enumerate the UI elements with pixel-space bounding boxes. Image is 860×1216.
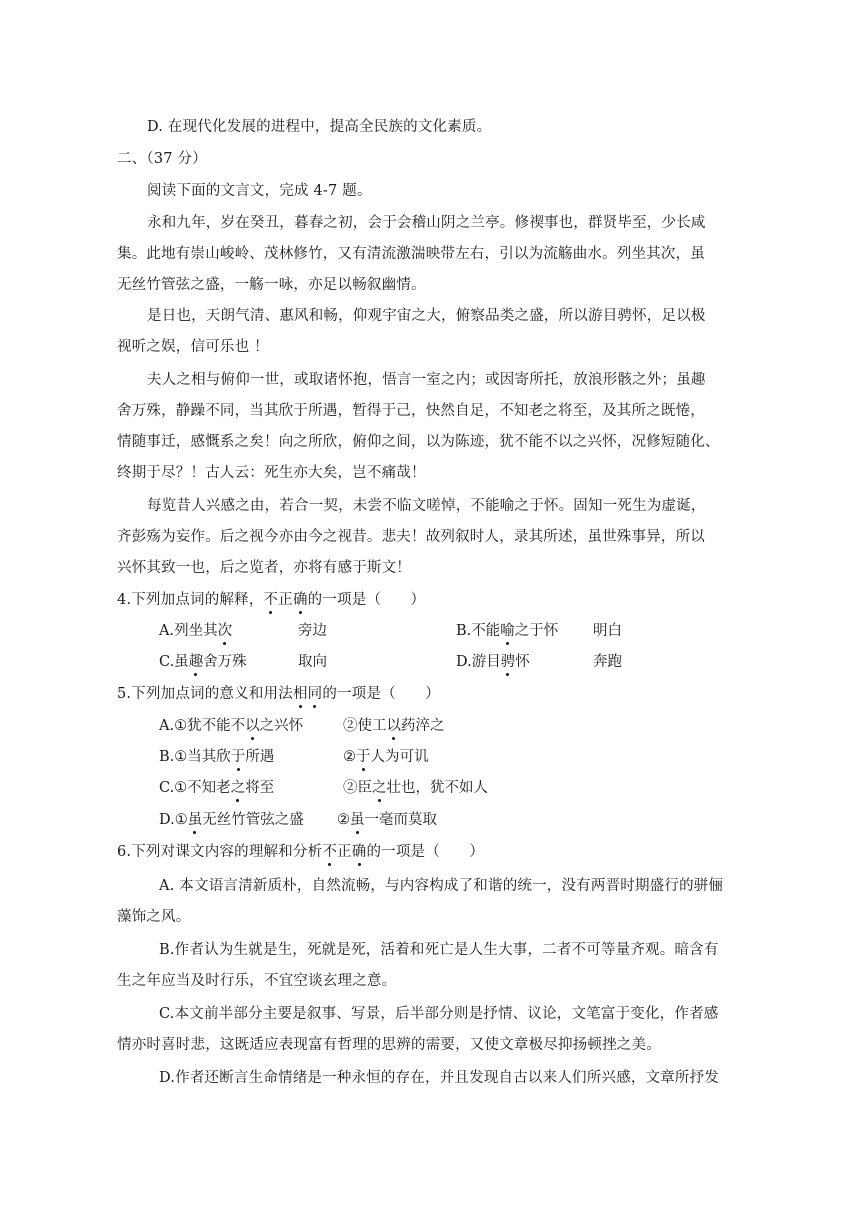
q6-option-c[interactable]: C.本文前半部分主要是叙事、写景，后半部分则是抒情、议论，文笔富于变化，作者感	[159, 1006, 719, 1022]
passage-line: 集。此地有崇山峻岭、茂林修竹，又有清流激湍映带左右，引以为流觞曲水。列坐其次，虽	[117, 246, 705, 262]
passage-line: 每览昔人兴感之由，若合一契，未尝不临文嗟悼，不能喻之于怀。固知一死生为虚诞，	[147, 498, 706, 514]
passage-line: 无丝竹管弦之盛，一觞一咏，亦足以畅叙幽情。	[117, 277, 426, 293]
q6-option-c-cont: 情亦时喜时悲，这既适应表现富有哲理的思辨的需要，又使文章极尽抑扬顿挫之美。	[117, 1037, 661, 1053]
q4-option-d-meaning: 奔跑	[593, 654, 622, 670]
q6-option-b-cont: 生之年应当及时行乐，不宜空谈玄理之意。	[117, 973, 397, 989]
q5-option-a[interactable]: A.①犹不能不以之兴怀	[159, 718, 304, 734]
section-heading: 二、（37 分）	[117, 151, 207, 167]
q5-option-d[interactable]: D.①虽无丝竹管弦之盛	[159, 812, 304, 828]
q5-option-a-second: ②使工以药淬之	[343, 718, 445, 734]
q4-option-b-meaning: 明白	[593, 623, 622, 639]
q4-option-a[interactable]: A.列坐其次	[159, 623, 233, 639]
emphasis-dot-char: 相	[292, 686, 308, 702]
q3-option-d: D. 在现代化发展的进程中，提高全民族的文化素质。	[147, 119, 492, 135]
q4-option-c-meaning: 取向	[298, 654, 327, 670]
q4-option-c[interactable]: C.虽趣舍万殊	[159, 654, 247, 670]
q6-option-a[interactable]: A. 本文语言清新质朴，自然流畅，与内容构成了和谐的统一，没有两晋时期盛行的骈俪	[159, 878, 724, 894]
q4-stem: 4.下列加点词的解释，不正确的一项是（ ）	[117, 592, 426, 608]
q5-option-b[interactable]: B.①当其欣于所遇	[159, 749, 275, 765]
passage-line: 是日也，天朗气清、惠风和畅，仰观宇宙之大，俯察品类之盛，所以游目骋怀，足以极	[147, 308, 706, 324]
passage-line: 舍万殊，静躁不同，当其欣于所遇，暂得于己，快然自足，不知老之将至，及其所之既惓，	[117, 403, 705, 419]
q4-option-b[interactable]: B.不能喻之于怀	[456, 623, 559, 639]
passage-line: 齐彭殇为妄作。后之视今亦由今之视昔。悲夫！故列叙时人，录其所述，虽世殊事异，所以	[117, 529, 705, 545]
q5-option-c-second: ②臣之壮也，犹不如人	[343, 780, 488, 796]
passage-line: 终期于尽？！古人云：死生亦大矣，岂不痛哉！	[117, 465, 426, 481]
emphasis-dot-char: 不	[263, 592, 279, 608]
q6-option-a-cont: 藻饰之风。	[117, 909, 191, 925]
emphasis-dot-char: 不	[322, 844, 338, 860]
q5-option-d-second: ②虽一毫而莫取	[337, 812, 437, 828]
passage-line: 兴怀其致一也，后之览者，亦将有感于斯文！	[117, 560, 411, 576]
emphasis-dot-char: 同	[307, 686, 323, 702]
passage-line: 永和九年，岁在癸丑，暮春之初，会于会稽山阴之兰亭。修禊事也，群贤毕至，少长咸	[147, 215, 706, 231]
passage-line: 夫人之相与俯仰一世，或取诸怀抱，悟言一室之内；或因寄所托，放浪形骸之外；虽趣	[147, 372, 706, 388]
q5-stem: 5.下列加点词的意义和用法相同的一项是（ ）	[117, 686, 440, 702]
passage-line: 视听之娱，信可乐也 ！	[117, 339, 269, 355]
passage-line: 情随事迁，感慨系之矣！向之所欣，俯仰之间，以为陈迹，犹不能不以之兴怀，况修短随化、	[117, 434, 720, 450]
q6-option-d[interactable]: D.作者还断言生命情绪是一种永恒的存在，并且发现自古以来人们所兴感，文章所抒发	[159, 1070, 720, 1086]
q5-option-c[interactable]: C.①不知老之将至	[159, 780, 275, 796]
q6-stem: 6.下列对课文内容的理解和分析不正确的一项是（ ）	[117, 844, 485, 860]
emphasis-dot-char: 确	[351, 844, 367, 860]
q5-option-b-second: ②于人为可讥	[343, 749, 429, 765]
q4-option-d[interactable]: D.游目骋怀	[456, 654, 530, 670]
q6-option-b[interactable]: B.作者认为生就是生，死就是死，活着和死亡是人生大事，二者不可等量齐观。暗含有	[159, 942, 719, 958]
q4-option-a-meaning: 旁边	[298, 623, 327, 639]
emphasis-dot-char: 确	[292, 592, 308, 608]
reading-instruction: 阅读下面的文言文，完成 4-7 题。	[147, 183, 372, 199]
